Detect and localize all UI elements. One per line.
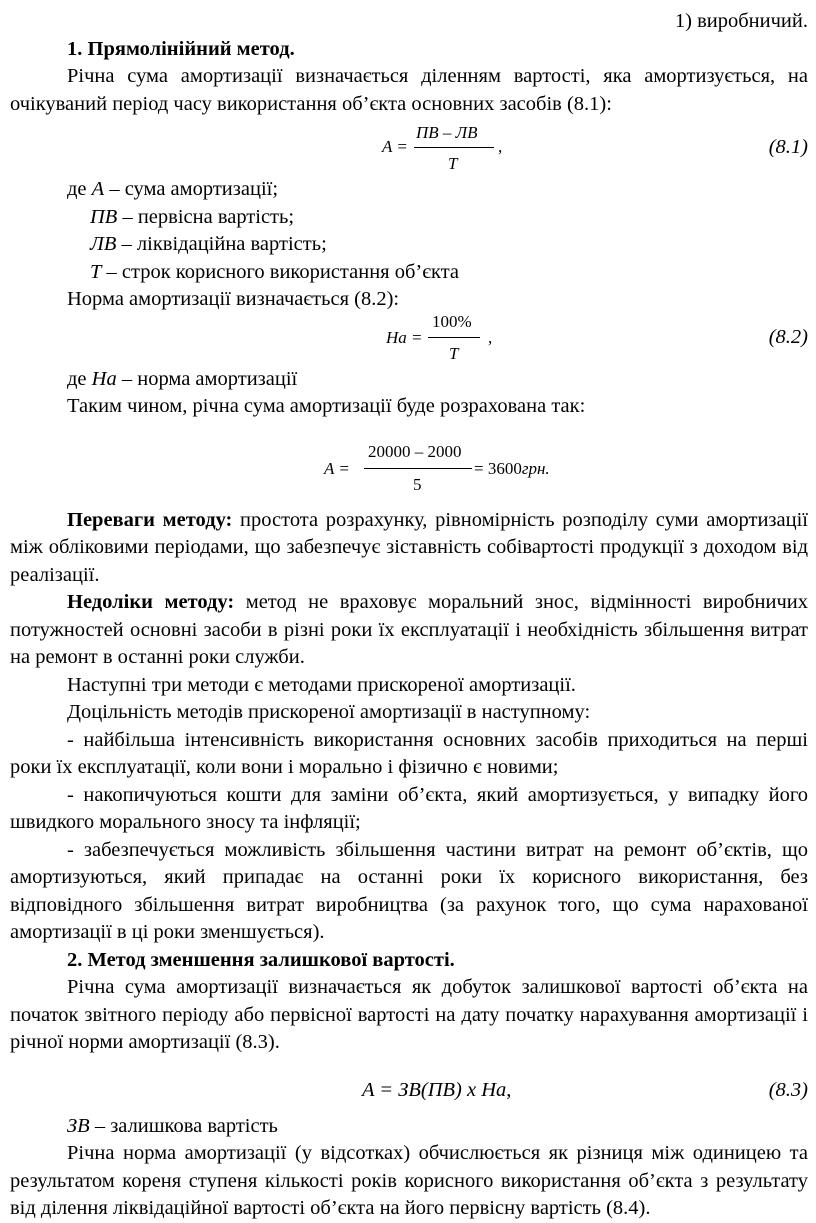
disadvantages-paragraph <box>10 589 808 672</box>
calc-rhs <box>474 459 550 479</box>
formula-8-3-number: (8.3) <box>768 1078 808 1101</box>
formula-8-1-bar <box>414 147 494 148</box>
formula-8-1-denominator: Т <box>448 154 458 173</box>
calc-rhs-value: = 3600 <box>474 458 522 478</box>
paragraph-1: Річна сума амортизації визначається діленням вартості, яка амортизується, на очікуваний період часу використання об’єкта основних засобів (8.1): <box>10 65 808 115</box>
formula-8-1 <box>10 118 808 176</box>
bullet-3: - забезпечується можливість збільшення частини витрат на ремонт об’єктів, що амортизуються, який припадає на останні роки їх корисного використання, без відповідного збільшення витрат виробництва (за рахунок того, що сума нарахованої амортизації в ці роки зменшується). <box>10 838 808 943</box>
formula-8-3-tail: , <box>506 1078 512 1101</box>
paragraph-5: Доцільність методів прискореної амортизації в наступному: <box>67 701 591 723</box>
formula-8-1-numerator: ПВ – ЛВ <box>416 123 478 142</box>
def-lv-symbol: ЛВ <box>90 233 117 255</box>
def-pv <box>10 204 808 232</box>
formula-8-2-number: (8.2) <box>768 325 808 348</box>
where-a-line <box>10 176 808 204</box>
formula-8-3-expr <box>362 1077 511 1105</box>
bullet-2: - накопичуються кошти для заміни об’єкта, який амортизується, у випадку його швидкого морального зносу та інфляції; <box>10 783 808 833</box>
def-pv-text: – первісна вартість; <box>117 205 295 228</box>
formula-8-2-tail: , <box>488 327 493 347</box>
advantages-text: простота розрахунку, рівномірність розподілу суми амортизації між обліковими періодами, що забезпечує зіставність собівартості продукції з доходом від реалізації. <box>10 508 808 586</box>
calculation-formula <box>10 421 808 507</box>
def-lv <box>10 231 808 259</box>
calc-numerator: 20000 – 2000 <box>368 441 462 461</box>
method1-heading <box>10 36 808 64</box>
paragraph-7: Річна норма амортизації (у відсотках) обчислюється як різниця між одиницею та результатом кореня ступеня кількості років корисного використання об’єкта з результату від ділення ліквідаційної вартості об’єкта на його первісну вартість (8.4). <box>10 1142 808 1219</box>
paragraph-6: Річна сума амортизації визначається як добуток залишкової вартості об’єкта на початок звітного періоду або первісної вартості на дату початку нарахування амортизації і річної норми амортизації (8.3). <box>10 976 808 1053</box>
formula-8-1-number: (8.1) <box>768 136 808 158</box>
document-page <box>10 8 808 1223</box>
def-pv-symbol: ПВ <box>90 205 118 228</box>
where-na-line <box>10 366 808 394</box>
advantages-label: Переваги методу: <box>67 508 233 531</box>
paragraph-3: Таким чином, річна сума амортизації буде розрахована так: <box>67 395 586 417</box>
calc-denominator: 5 <box>413 474 422 494</box>
def-t <box>10 259 808 287</box>
advantages-paragraph <box>10 507 808 590</box>
disadvantages-text: метод не враховує моральний знос, відмінності виробничих потужностей основні засоби в різні роки їх експлуатації і необхідність збільшення витрат на ремонт в останні роки служби. <box>10 591 808 668</box>
formula-8-1-lhs: A = <box>382 137 408 156</box>
def-t-text: – строк корисного використання об’єкта <box>101 260 460 283</box>
formula-8-2-denominator: Т <box>449 343 459 363</box>
calc-bar <box>364 468 472 469</box>
calc-unit: грн. <box>521 458 550 478</box>
def-lv-text: – ліквідаційна вартість; <box>116 233 327 255</box>
paragraph-2: Норма амортизації визначається (8.2): <box>67 288 400 310</box>
where-a-symbol: A <box>91 178 105 200</box>
where2-prefix: де <box>67 367 92 390</box>
header-line: 1) виробничий. <box>674 10 808 32</box>
where-a-text: – сума амортизації; <box>104 178 279 200</box>
def-t-symbol: Т <box>90 260 102 283</box>
where-na-text: – норма амортизації <box>116 367 298 390</box>
paragraph-4: Наступні три методи є методами прискореної амортизації. <box>67 673 576 696</box>
def-zv-text: – залишкова вартість <box>89 1114 278 1137</box>
bullet-1: - найбільша інтенсивність використання основних засобів приходиться на перші роки їх експлуатації, коли вони і морально і фізично є новими; <box>10 728 808 778</box>
formula-8-2 <box>10 311 808 366</box>
formula-8-1-tail: , <box>498 137 503 156</box>
formula-8-2-lhs: На = <box>386 327 423 347</box>
formula-8-3-expression: A = ЗВ(ПВ) х На <box>362 1078 507 1101</box>
calc-lhs: A = <box>324 458 350 478</box>
formula-8-3 <box>10 1057 808 1113</box>
formula-8-2-numerator: 100% <box>432 311 472 331</box>
method2-heading <box>10 947 808 975</box>
def-zv <box>10 1113 808 1141</box>
where-na-symbol: На <box>91 367 117 390</box>
method1-heading-text: 1. Прямолінійний метод. <box>67 37 295 60</box>
formula-8-2-bar <box>428 337 480 338</box>
method2-heading-text: 2. Метод зменшення залишкової вартості. <box>67 948 455 971</box>
def-zv-symbol: ЗВ <box>67 1114 90 1137</box>
where-prefix: де <box>67 178 92 200</box>
disadvantages-label: Недоліки методу: <box>67 591 235 613</box>
